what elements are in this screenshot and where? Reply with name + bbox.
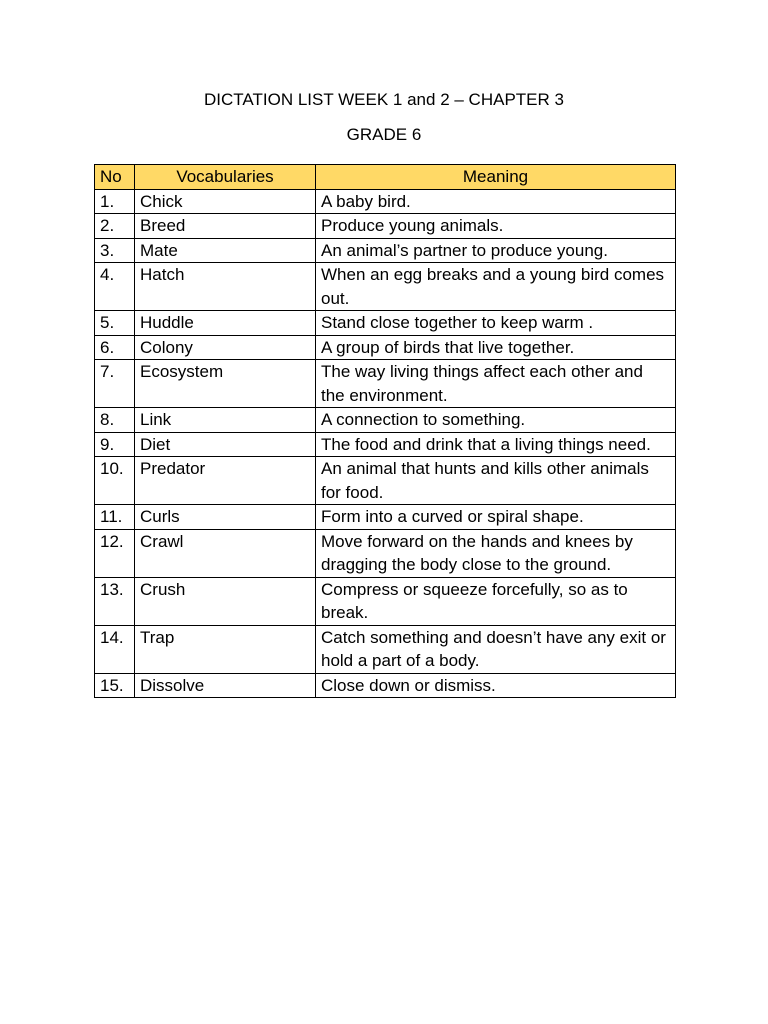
document-title: DICTATION LIST WEEK 1 and 2 – CHAPTER 3 bbox=[204, 90, 564, 109]
table-row bbox=[95, 505, 676, 530]
vocabulary-cell: Predator bbox=[135, 457, 316, 505]
vocabulary-cell: Crush bbox=[135, 577, 316, 625]
table-row bbox=[95, 625, 676, 673]
row-number-cell: 8. bbox=[95, 408, 135, 433]
meaning-cell: Produce young animals. bbox=[316, 214, 676, 239]
table-row bbox=[95, 457, 676, 505]
meaning-cell: Catch something and doesn’t have any exit or hold a part of a body. bbox=[316, 625, 676, 673]
table-row bbox=[95, 577, 676, 625]
table-row bbox=[95, 408, 676, 433]
vocabulary-cell: Huddle bbox=[135, 311, 316, 336]
meaning-cell: Form into a curved or spiral shape. bbox=[316, 505, 676, 530]
meaning-cell: Compress or squeeze forcefully, so as to break. bbox=[316, 577, 676, 625]
vocabulary-cell: Dissolve bbox=[135, 673, 316, 698]
meaning-cell: When an egg breaks and a young bird comes out. bbox=[316, 263, 676, 311]
vocabulary-cell: Trap bbox=[135, 625, 316, 673]
vocabulary-cell: Mate bbox=[135, 238, 316, 263]
table-row bbox=[95, 432, 676, 457]
vocabulary-cell: Chick bbox=[135, 189, 316, 214]
vocabulary-table bbox=[94, 164, 676, 698]
vocabulary-cell: Breed bbox=[135, 214, 316, 239]
row-number-cell: 9. bbox=[95, 432, 135, 457]
column-header-no: No bbox=[95, 165, 135, 190]
row-number-cell: 7. bbox=[95, 360, 135, 408]
meaning-cell: A group of birds that live together. bbox=[316, 335, 676, 360]
row-number-cell: 5. bbox=[95, 311, 135, 336]
meaning-cell: A baby bird. bbox=[316, 189, 676, 214]
vocabulary-cell: Curls bbox=[135, 505, 316, 530]
table-row bbox=[95, 214, 676, 239]
table-header-row bbox=[95, 165, 676, 190]
table-row bbox=[95, 263, 676, 311]
meaning-cell: The way living things affect each other and the environment. bbox=[316, 360, 676, 408]
table-row bbox=[95, 189, 676, 214]
meaning-cell: The food and drink that a living things need. bbox=[316, 432, 676, 457]
meaning-cell: An animal that hunts and kills other animals for food. bbox=[316, 457, 676, 505]
row-number-cell: 12. bbox=[95, 529, 135, 577]
vocabulary-cell: Ecosystem bbox=[135, 360, 316, 408]
row-number-cell: 13. bbox=[95, 577, 135, 625]
vocabulary-cell: Crawl bbox=[135, 529, 316, 577]
row-number-cell: 14. bbox=[95, 625, 135, 673]
table-row bbox=[95, 311, 676, 336]
table-row bbox=[95, 529, 676, 577]
table-row bbox=[95, 238, 676, 263]
meaning-cell: Stand close together to keep warm . bbox=[316, 311, 676, 336]
meaning-cell: An animal’s partner to produce young. bbox=[316, 238, 676, 263]
meaning-cell: Close down or dismiss. bbox=[316, 673, 676, 698]
vocabulary-cell: Hatch bbox=[135, 263, 316, 311]
table-row bbox=[95, 335, 676, 360]
vocabulary-cell: Link bbox=[135, 408, 316, 433]
vocabulary-cell: Diet bbox=[135, 432, 316, 457]
row-number-cell: 15. bbox=[95, 673, 135, 698]
table-row bbox=[95, 673, 676, 698]
meaning-cell: Move forward on the hands and knees by dragging the body close to the ground. bbox=[316, 529, 676, 577]
document-subtitle: GRADE 6 bbox=[346, 125, 422, 144]
table-row bbox=[95, 360, 676, 408]
row-number-cell: 10. bbox=[95, 457, 135, 505]
row-number-cell: 2. bbox=[95, 214, 135, 239]
row-number-cell: 11. bbox=[95, 505, 135, 530]
meaning-cell: A connection to something. bbox=[316, 408, 676, 433]
row-number-cell: 6. bbox=[95, 335, 135, 360]
column-header-meaning: Meaning bbox=[316, 165, 676, 190]
row-number-cell: 3. bbox=[95, 238, 135, 263]
column-header-vocabularies: Vocabularies bbox=[135, 165, 316, 190]
vocabulary-cell: Colony bbox=[135, 335, 316, 360]
row-number-cell: 1. bbox=[95, 189, 135, 214]
row-number-cell: 4. bbox=[95, 263, 135, 311]
table-body bbox=[95, 189, 676, 698]
